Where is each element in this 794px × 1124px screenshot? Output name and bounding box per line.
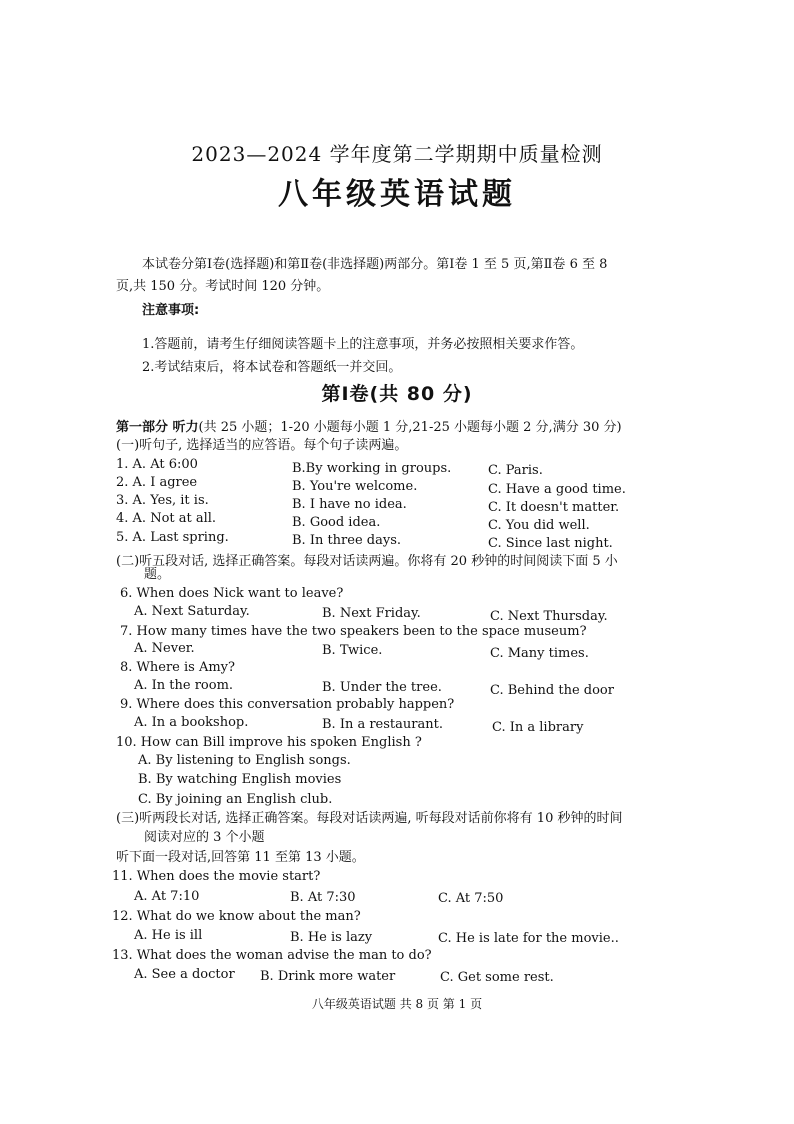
q7-option-c: C. Many times.: [490, 646, 589, 661]
q11-option-a: A. At 7:10: [134, 889, 200, 904]
section-title: 第Ⅰ卷(共 80 分): [321, 383, 473, 405]
q8-option-a: A. In the room.: [134, 678, 234, 693]
q9-option-a: A. In a bookshop.: [134, 715, 249, 730]
q5-option-c: C. Since last night.: [488, 536, 613, 551]
note-1: 1.答题前，请考生仔细阅读答题卡上的注意事项，并务必按照相关要求作答。: [142, 337, 584, 352]
q12-question: 12. What do we know about the man?: [112, 909, 361, 924]
q6-option-c: C. Next Thursday.: [490, 609, 608, 624]
subsection-2-line-1: (二)听五段对话, 选择正确答案。每段对话读两遍。你将有 20 秒钟的时间阅读下面 5 小: [116, 554, 618, 569]
q11-option-c: C. At 7:50: [438, 891, 504, 906]
q4-option-c: C. You did well.: [488, 518, 590, 533]
q2-option-b: B. You're welcome.: [292, 479, 418, 494]
notes-title: 注意事项:: [142, 303, 200, 318]
q4-option-a: 4. A. Not at all.: [116, 511, 217, 526]
subsection-2-line-2: 题。: [144, 567, 171, 582]
part1-heading-bold: 第一部分 听力: [116, 420, 199, 435]
q1-option-b: B.By working in groups.: [292, 461, 452, 476]
subsection-3-line-1: (三)听两段长对话, 选择正确答案。每段对话读两遍, 听每段对话前你将有 10 秒钟的时间: [116, 811, 623, 826]
q7-option-a: A. Never.: [134, 641, 195, 656]
q6-question: 6. When does Nick want to leave?: [120, 586, 344, 601]
part1-heading-rest: (共 25 小题；1-20 小题每小题 1 分,21-25 小题每小题 2 分,满分 30 分): [198, 420, 622, 435]
q10-option-b: B. By watching English movies: [138, 772, 342, 787]
q1-option-c: C. Paris.: [488, 463, 543, 478]
intro-line-1: 本试卷分第Ⅰ卷(选择题)和第Ⅱ卷(非选择题)两部分。第Ⅰ卷 1 至 5 页,第Ⅱ卷 6 至 8: [142, 257, 608, 272]
q2-option-c: C. Have a good time.: [488, 482, 626, 497]
q5-option-a: 5. A. Last spring.: [116, 530, 229, 545]
q12-option-a: A. He is ill: [134, 928, 203, 943]
q12-option-b: B. He is lazy: [290, 930, 373, 945]
q11-option-b: B. At 7:30: [290, 890, 356, 905]
q3-option-b: B. I have no idea.: [292, 497, 407, 512]
q9-option-c: C. In a library: [492, 720, 584, 735]
q9-option-b: B. In a restaurant.: [322, 717, 443, 732]
q13-option-a: A. See a doctor: [134, 967, 235, 982]
part1-heading: [116, 419, 622, 436]
q10-option-c: C. By joining an English club.: [138, 792, 333, 807]
q3-option-c: C. It doesn't matter.: [488, 500, 620, 515]
exam-title: 2023—2024 学年度第二学期期中质量检测: [191, 142, 603, 166]
q4-option-b: B. Good idea.: [292, 515, 381, 530]
q8-option-c: C. Behind the door: [490, 683, 614, 698]
intro-line-2: 页,共 150 分。考试时间 120 分钟。: [116, 279, 330, 294]
subject-title: 八年级英语试题: [278, 177, 516, 212]
q7-option-b: B. Twice.: [322, 643, 383, 658]
q3-option-a: 3. A. Yes, it is.: [116, 493, 209, 508]
q6-option-a: A. Next Saturday.: [134, 604, 250, 619]
q13-option-b: B. Drink more water: [260, 969, 396, 984]
subsection-3-line-2: 阅读对应的 3 个小题: [144, 830, 265, 845]
q8-option-b: B. Under the tree.: [322, 680, 442, 695]
q2-option-a: 2. A. I agree: [116, 475, 198, 490]
q1-option-a: 1. A. At 6:00: [116, 457, 198, 472]
subsection-3-line-3: 听下面一段对话,回答第 11 至第 13 小题。: [116, 850, 365, 865]
subsection-1: (一)听句子, 选择适当的应答语。每个句子读两遍。: [116, 438, 408, 453]
q13-option-c: C. Get some rest.: [440, 970, 554, 985]
q10-question: 10. How can Bill improve his spoken English ?: [116, 735, 422, 750]
q12-option-c: C. He is late for the movie..: [438, 931, 619, 946]
note-2: 2.考试结束后，将本试卷和答题纸一并交回。: [142, 360, 402, 375]
q9-question: 9. Where does this conversation probably happen?: [120, 697, 455, 712]
page-footer: 八年级英语试题 共 8 页 第 1 页: [311, 997, 483, 1011]
q6-option-b: B. Next Friday.: [322, 606, 421, 621]
q8-question: 8. Where is Amy?: [120, 660, 235, 675]
q10-option-a: A. By listening to English songs.: [138, 753, 351, 768]
q13-question: 13. What does the woman advise the man to do?: [112, 948, 432, 963]
q11-question: 11. When does the movie start?: [112, 869, 321, 884]
q7-question: 7. How many times have the two speakers been to the space museum?: [120, 624, 587, 639]
q5-option-b: B. In three days.: [292, 533, 402, 548]
